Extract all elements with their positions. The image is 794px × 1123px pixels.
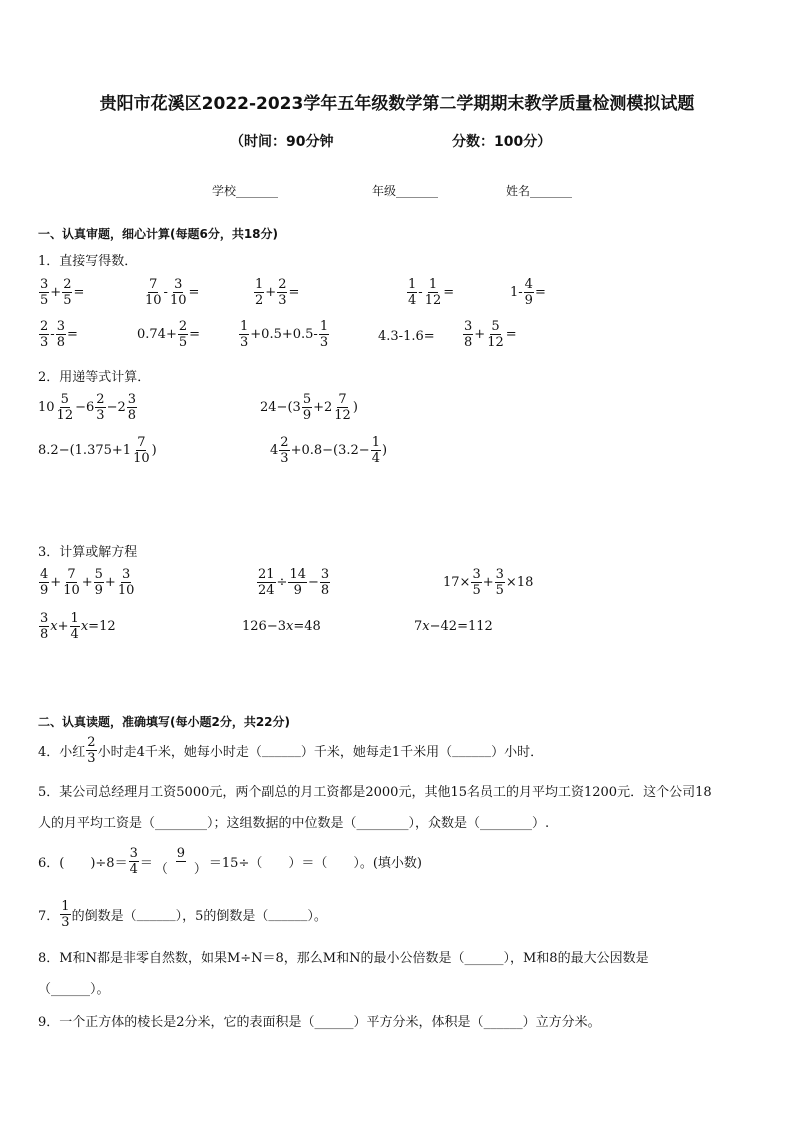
fraction: $\frac{3}{10}$ xyxy=(169,277,187,308)
fraction: $\frac{3}{5}$ xyxy=(472,567,481,598)
grade-label: 年级 xyxy=(372,184,397,198)
q3-expr-5: 126 − 3 x = 48 xyxy=(242,619,321,634)
q2-expr-2: 24 − ( 3 $\frac{5}{9}$ + 2 $\frac{7}{12}$ ) xyxy=(260,392,358,423)
fraction: $\frac{2}{3}$ xyxy=(96,392,105,423)
fraction: $\frac{1}{4}$ xyxy=(408,277,417,308)
answer-blank: ______ xyxy=(483,1015,523,1030)
answer-blank: ______ xyxy=(51,982,91,997)
exam-time: （时间：90分钟 xyxy=(230,134,334,150)
q2-expr-3: 8.2 − (1.375 + 1 $\frac{7}{10}$ ) xyxy=(38,435,157,466)
answer-blank: ______ xyxy=(268,907,308,922)
fraction: $\frac{3}{8}$ xyxy=(464,319,473,350)
fraction: $\frac{4}{9}$ xyxy=(524,277,533,308)
fraction: $\frac{1}{4}$ xyxy=(70,611,79,642)
name-field[interactable] xyxy=(506,182,572,199)
exam-score: 分数：100分） xyxy=(452,134,552,150)
fraction: $\frac{3}{5}$ xyxy=(495,567,504,598)
answer-blank: ______ xyxy=(452,743,492,758)
grade-blank: _______ xyxy=(396,184,439,198)
fraction: $\frac{2}{3}$ xyxy=(40,319,49,350)
q8-line2: （______）。 xyxy=(38,982,110,997)
q3-expr-1: $\frac{4}{9}$ + $\frac{7}{10}$ + $\frac{5}{9}$ + $\frac{3}{10}$ xyxy=(40,567,135,598)
q1-expr-2: $\frac{7}{10}$ - $\frac{3}{10}$ = xyxy=(145,277,200,308)
fraction: $\frac{2}{3}$ xyxy=(278,277,287,308)
fraction: $\frac{1}{12}$ xyxy=(424,277,442,308)
q4-text: 4．小红 $\frac{2}{3}$ 小时走4千米，她每小时走（ ______ ）千米，她每走1千米用（ ______ ）小时． xyxy=(38,735,544,766)
fraction: $\frac{3}{8}$ xyxy=(56,319,65,350)
q1-label: 1．直接写得数． xyxy=(38,254,138,269)
fraction: $\frac{3}{8}$ xyxy=(320,567,330,598)
fraction: $\frac{1}{2}$ xyxy=(255,277,264,308)
fraction: $\frac{4}{9}$ xyxy=(40,567,49,598)
answer-blank: ________ xyxy=(155,816,208,831)
fraction: $\frac{3}{5}$ xyxy=(40,277,49,308)
fraction: $\frac{5}{9}$ xyxy=(94,567,103,598)
section2-heading: 二、认真读题，准确填写(每小题2分，共22分) xyxy=(38,715,291,729)
q1-expr-6: $\frac{2}{3}$ - $\frac{3}{8}$ = xyxy=(40,319,78,350)
fraction: $\frac{1}{3}$ xyxy=(61,899,70,930)
answer-blank: ________ xyxy=(480,816,533,831)
q1-expr-1: $\frac{3}{5}$ + $\frac{2}{5}$ = xyxy=(40,277,85,308)
q3-expr-6: 7 x − 42 = 112 xyxy=(414,619,493,634)
fraction: $\frac{5}{12}$ xyxy=(487,319,504,350)
fraction: $\frac{1}{4}$ xyxy=(371,435,380,466)
q7-text: 7． $\frac{1}{3}$ 的倒数是（ ______ ），5的倒数是（ ______ ）。 xyxy=(38,899,327,930)
q1-expr-10: $\frac{3}{8}$ + $\frac{5}{12}$ = xyxy=(464,319,517,350)
answer-blank: ______ xyxy=(464,951,504,966)
answer-blank: ______ xyxy=(314,1015,354,1030)
fraction: $\frac{3}{8}$ xyxy=(40,611,49,642)
school-field[interactable] xyxy=(212,182,278,199)
q1-expr-9: 4.3-1.6= xyxy=(378,329,435,344)
fraction: $\frac{5}{9}$ xyxy=(302,392,312,423)
fraction: $\frac{2}{5}$ xyxy=(63,277,72,308)
q2-expr-1: 10 $\frac{5}{12}$ − 6 $\frac{2}{3}$ − 2 $\frac{3}{8}$ xyxy=(38,392,137,423)
school-label: 学校 xyxy=(212,184,237,198)
q1-expr-7: 0.74 + $\frac{2}{5}$ = xyxy=(137,319,201,350)
fraction: $\frac{2}{3}$ xyxy=(280,435,289,466)
section1-heading: 一、认真审题，细心计算(每题6分，共18分) xyxy=(38,227,279,241)
q9-text: 9．一个正方体的棱长是2分米，它的表面积是（______）平方分米，体积是（______）立方分米。 xyxy=(38,1015,601,1030)
fraction: $\frac{1}{3}$ xyxy=(319,319,329,350)
q8-line1: 8．M和N都是非零自然数，如果M÷N＝8，那么M和N的最小公倍数是（______），M和8的最大公因数是 xyxy=(38,951,649,966)
fraction: $\frac{21}{24}$ xyxy=(258,567,275,598)
q1-expr-5: 1- $\frac{4}{9}$ = xyxy=(510,277,546,308)
fraction: $\frac{14}{9}$ xyxy=(289,567,306,598)
answer-blank: ______ xyxy=(136,907,176,922)
fraction: $\frac{9}{( )}$ xyxy=(154,846,207,877)
fraction: $\frac{3}{10}$ xyxy=(117,567,135,598)
name-label: 姓名 xyxy=(506,184,531,198)
fraction: $\frac{3}{4}$ xyxy=(129,846,138,877)
fraction: $\frac{3}{8}$ xyxy=(127,392,137,423)
fraction: $\frac{7}{10}$ xyxy=(133,435,150,466)
q2-expr-4: 4 $\frac{2}{3}$ +0.8 − (3.2 − $\frac{1}{4}$ ) xyxy=(270,435,388,466)
q1-expr-4: $\frac{1}{4}$ - $\frac{1}{12}$ = xyxy=(408,277,455,308)
fraction: $\frac{7}{10}$ xyxy=(63,567,80,598)
fraction: $\frac{5}{12}$ xyxy=(56,392,74,423)
fraction: $\frac{1}{3}$ xyxy=(240,319,249,350)
q3-expr-4: $\frac{3}{8}$ x + $\frac{1}{4}$ x = 12 xyxy=(40,611,116,642)
answer-blank: ______ xyxy=(261,743,301,758)
fraction: $\frac{7}{10}$ xyxy=(145,277,162,308)
fraction: $\frac{7}{12}$ xyxy=(334,392,351,423)
q3-expr-3: 17 × $\frac{3}{5}$ + $\frac{3}{5}$ × 18 xyxy=(443,567,534,598)
q5-line2: 人的月平均工资是（________）；这组数据的中位数是（________），众数是（________）. xyxy=(38,816,550,831)
q1-expr-8: $\frac{1}{3}$ +0.5 +0.5- $\frac{1}{3}$ xyxy=(240,319,329,350)
fraction: $\frac{2}{3}$ xyxy=(87,735,96,766)
name-blank: _______ xyxy=(530,184,573,198)
q3-expr-2: $\frac{21}{24}$ ÷ $\frac{14}{9}$ − $\frac{3}{8}$ xyxy=(258,567,330,598)
fraction: $\frac{2}{5}$ xyxy=(178,319,188,350)
grade-field[interactable] xyxy=(372,182,438,199)
q3-label: 3．计算或解方程 xyxy=(38,545,138,560)
q2-label: 2．用递等式计算． xyxy=(38,370,151,385)
answer-blank: ________ xyxy=(356,816,409,831)
school-blank: _______ xyxy=(236,184,279,198)
q5-line1: 5．某公司总经理月工资5000元，两个副总的月工资都是2000元，其他15名员工的月平均工资1200元．这个公司18 xyxy=(38,785,712,800)
q1-expr-3: $\frac{1}{2}$ + $\frac{2}{3}$ = xyxy=(255,277,300,308)
page-title: 贵阳市花溪区2022-2023学年五年级数学第二学期期末教学质量检测模拟试题 xyxy=(99,94,695,114)
q6-text: 6．( )÷8＝ $\frac{3}{4}$ ＝ $\frac{9}{( )}$ ＝15÷（ ）＝（ ）。(填小数) xyxy=(38,846,422,877)
